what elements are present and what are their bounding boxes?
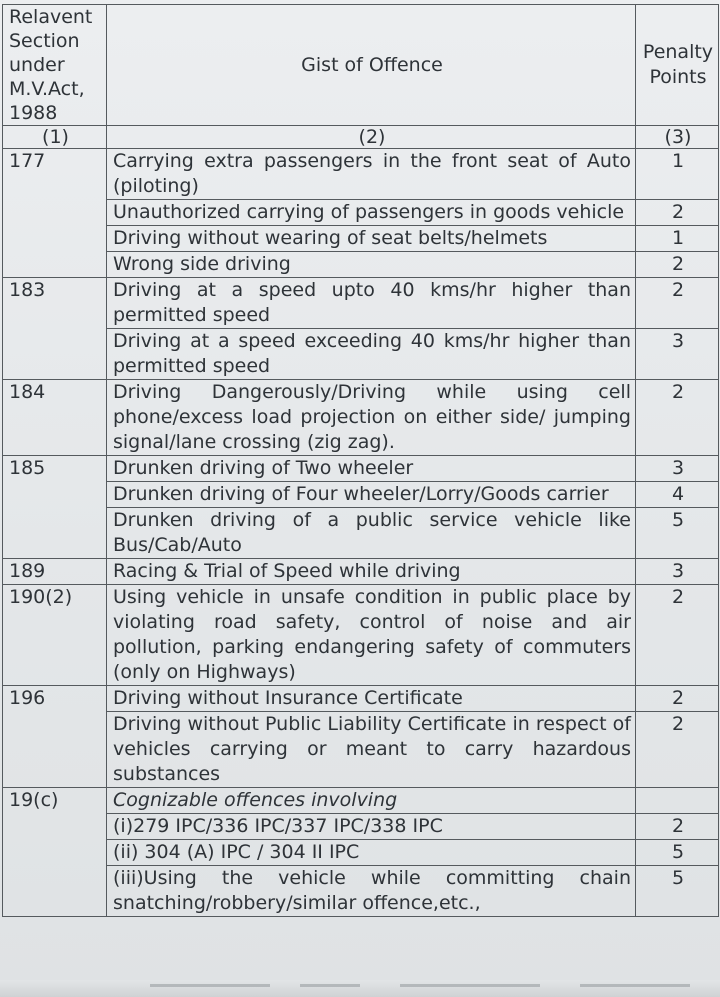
column-number-2: (2) [107, 126, 636, 149]
header-section: Relavent Section under M.V.Act, 1988 [3, 5, 107, 126]
column-number-row [3, 126, 719, 149]
points-cell: 2 [636, 585, 719, 686]
table-row [3, 482, 719, 508]
table-row [3, 788, 719, 814]
table-row [3, 585, 719, 686]
offence-cell: Drunken driving of Two wheeler [107, 456, 636, 482]
points-cell: 1 [636, 226, 719, 252]
header-row [3, 5, 719, 126]
points-cell: 3 [636, 456, 719, 482]
points-cell: 2 [636, 278, 719, 329]
offence-cell: (i)279 IPC/336 IPC/337 IPC/338 IPC [107, 814, 636, 840]
offence-cell: Drunken driving of a public service vehicle like Bus/Cab/Auto [107, 508, 636, 559]
table-row [3, 200, 719, 226]
points-cell: 1 [636, 149, 719, 200]
section-cell: 177 [3, 149, 107, 278]
table-row [3, 380, 719, 456]
offence-cell: Unauthorized carrying of passengers in goods vehicle [107, 200, 636, 226]
table-row [3, 559, 719, 585]
table-row [3, 840, 719, 866]
table-row [3, 329, 719, 380]
offence-cell: Driving without Insurance Certificate [107, 686, 636, 712]
offence-cell: (ii) 304 (A) IPC / 304 II IPC [107, 840, 636, 866]
table-row [3, 814, 719, 840]
table-row [3, 866, 719, 917]
table-row [3, 456, 719, 482]
points-cell [636, 788, 719, 814]
table-row [3, 712, 719, 788]
offence-cell: Using vehicle in unsafe condition in public place by violating road safety, control of noise and air pollution, parking endangering safety of commuters (only on Highways) [107, 585, 636, 686]
offence-cell: Carrying extra passengers in the front seat of Auto (piloting) [107, 149, 636, 200]
offence-cell: Driving at a speed exceeding 40 kms/hr higher than permitted speed [107, 329, 636, 380]
points-cell: 5 [636, 866, 719, 917]
section-cell: 183 [3, 278, 107, 380]
table-row [3, 226, 719, 252]
section-cell: 185 [3, 456, 107, 559]
offence-cell: (iii)Using the vehicle while committing chain snatching/robbery/similar offence,etc., [107, 866, 636, 917]
points-cell: 5 [636, 840, 719, 866]
offence-cell: Drunken driving of Four wheeler/Lorry/Goods carrier [107, 482, 636, 508]
points-cell: 4 [636, 482, 719, 508]
offence-cell: Driving at a speed upto 40 kms/hr higher than permitted speed [107, 278, 636, 329]
header-points: Penalty Points [636, 5, 719, 126]
cropped-next-line [0, 980, 720, 997]
points-cell: 2 [636, 712, 719, 788]
section-cell: 19(c) [3, 788, 107, 917]
section-cell: 184 [3, 380, 107, 456]
points-cell: 2 [636, 380, 719, 456]
table-row [3, 686, 719, 712]
section-cell: 196 [3, 686, 107, 788]
points-cell: 2 [636, 252, 719, 278]
offence-cell: Driving without Public Liability Certificate in respect of vehicles carrying or meant to carry hazardous substances [107, 712, 636, 788]
points-cell: 2 [636, 200, 719, 226]
offence-cell: Driving without wearing of seat belts/helmets [107, 226, 636, 252]
points-cell: 3 [636, 559, 719, 585]
offence-cell: Racing & Trial of Speed while driving [107, 559, 636, 585]
table-row [3, 508, 719, 559]
offence-cell: Wrong side driving [107, 252, 636, 278]
table-row [3, 278, 719, 329]
section-cell: 190(2) [3, 585, 107, 686]
offence-cell: Driving Dangerously/Driving while using cell phone/excess load projection on either side/ jumping signal/lane crossing (zig zag). [107, 380, 636, 456]
column-number-1: (1) [3, 126, 107, 149]
penalty-points-table [2, 4, 719, 917]
section-cell: 189 [3, 559, 107, 585]
points-cell: 2 [636, 814, 719, 840]
offence-subheading: Cognizable offences involving [107, 788, 636, 814]
column-number-3: (3) [636, 126, 719, 149]
header-gist: Gist of Offence [107, 5, 636, 126]
table-row [3, 252, 719, 278]
points-cell: 5 [636, 508, 719, 559]
table-row [3, 149, 719, 200]
points-cell: 2 [636, 686, 719, 712]
points-cell: 3 [636, 329, 719, 380]
